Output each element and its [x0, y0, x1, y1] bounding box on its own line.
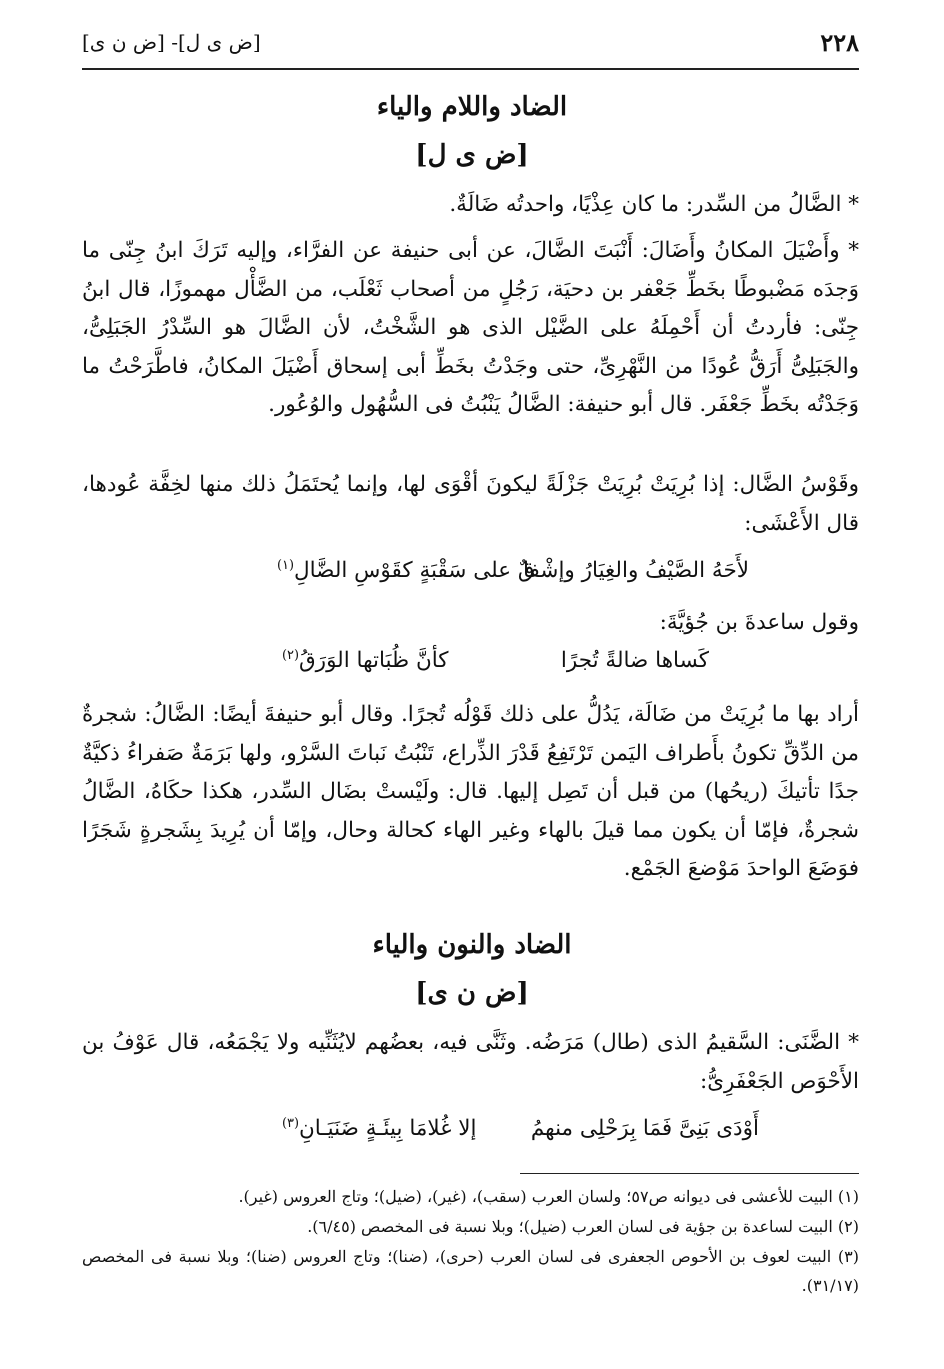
- verse-line-1: [82, 558, 859, 596]
- header-divider: [82, 68, 859, 70]
- entry-paragraph-6: * الضَّنَى: السَّقيمُ الذى (طال) مَرَضُه. وثَنَّى فيه، بعضُهم لايُثَنِّيه ولا يَجْمَعُه، قال عَوْفُ بن الأَحْوَص الجَعْفَرِىُّ:: [82, 1030, 859, 1094]
- footnote-marker: (٢): [282, 648, 299, 663]
- section-title-1: الضاد واللام والياء: [376, 92, 568, 122]
- entry-paragraph-5: أراد بها ما بُرِيَتْ من ضَالَة، يَدُلُّ على ذلك قَوْلُه تُجرًا. وقال أبو حنيفةَ أيضًا: الضَّالُ: شجرةٌ من الدِّقِّ تكونُ بأَطراف اليَمن تَرْتَفِعُ قَدْرَ الذِّراع، تَنْبُتُ نَباتَ السَّرْو، ولها بَرَمَةٌ صَفراءُ ذكيَّةٌ جدًا تأتيكَ (ريحُها) من قبل أن تَصِل إليها. قال: ولَيْستْ بضَال السِّدر، هكذا حكَاهُ، الضَّالُ شجرةٌ، فإمّا أن يكون مما قيلَ بالهاء وغير الهاء كحالة وحال، وإمّا أن يُرِيدَ بِشَجرةٍ شَجَرًا فوَضَعَ الواحدَ مَوْضعَ الجَمْع.: [82, 702, 859, 881]
- entry-paragraph-2: * وأَضْيَلَ المكانُ وأَضَالَ: أَنْبَتَ الضَّالَ، عن أبى حنيفة عن الفرَّاء، وإليه تَرَكَ ابنُ جِنّى ما وَجدَه مَضْبوطًا بخَطِّ جَعْفر بن دحيَة، رَجُلٍ من أصحاب ثَعْلَب، من الضَّأْل مهموزًا، قال ابنُ جِنّى: فأردتُ أن أَحْمِلَهُ على الضَّيْل الذى هو الشَّخْتُ، لأن الضَّالَ هو السِّدْرُ الجَبَلِىُّ، والجَبَلِىُّ أَرَقُّ عُودًا من النَّهْرِىِّ، حتى وجَدْتُ بخَطِّ أبى إسحاق أَضْيَلَ المكانُ، فاطَّرَحْتُ ما وَجَدْتُه بخَطِّ جَعْفَر. قال أبو حنيفة: الضَّالُ يَنْبُتُ فى السُّهُول والوُعُور.: [82, 238, 859, 417]
- footnote-marker: (١): [277, 558, 294, 573]
- verse-hemistich-first: أَوْدَى بَنِىَّ فَمَا بِرَحْلِى منهمُ: [530, 1116, 759, 1141]
- section-title-2: الضاد والنون والياء: [372, 930, 572, 960]
- verse-line-3: [82, 1116, 859, 1154]
- root-heading-1: [ض ى ل]: [415, 140, 529, 170]
- entry-paragraph-1: * الضَّالُ من السِّدر: ما كان عِذْيًا، واحدتُه ضَالَةٌ.: [449, 192, 859, 217]
- root-heading-2: [ض ن ى]: [415, 978, 529, 1008]
- verse-hemistich-first: لأَحَهُ الصَّيْفُ والغِيَارُ وإشْفا: [523, 558, 749, 583]
- verse-line-2: [82, 648, 859, 686]
- entry-paragraph-4: وقول ساعدةَ بن جُؤيَّةَ:: [659, 610, 859, 635]
- footnote-1: (١) البيت للأعشى فى ديوانه ص٥٧؛ ولسان العرب (سقب)، (غير)، (ضيل)؛ وتاج العروس (غير).: [238, 1187, 859, 1206]
- verse-hemistich-second: كأنَّ ظُبَاتها الوَرَقُ$^{(٢)}$: [282, 648, 449, 674]
- running-header: [ض ى ل]- [ض ن ى]: [82, 30, 261, 54]
- footnote-3: (٣) البيت لعوف بن الأحوص الجعفرى فى لسان العرب (حرى)، (ضنا)؛ وتاج العروس (ضنا)؛ وبلا نسبة فى المخصص (٣١/١٧).: [82, 1247, 860, 1295]
- verse-hemistich-first: كَساها ضالةً تُجرًا: [560, 648, 709, 673]
- footnote-divider: [520, 1173, 859, 1174]
- entry-paragraph-3: وقَوْسُ الضَّال: إذا بُرِيَتْ بُرِيَتْ جَزْلَةً ليكونَ أقْوَى لها، وإنما يُحتَمَلُ ذلك منها لخِفَّة عُودها، قال الأَعْشَى:: [82, 472, 859, 536]
- page-number: ٢٢٨: [820, 28, 859, 57]
- footnote-2: (٢) البيت لساعدة بن جؤية فى لسان العرب (ضيل)؛ وبلا نسبة فى المخصص (٦/٤٥).: [307, 1217, 859, 1236]
- footnote-marker: (٣): [282, 1116, 299, 1131]
- verse-hemistich-second: إلا غُلامَا بِيئَـةٍ ضَنَيَـانِ$^{(٣)}$: [282, 1116, 477, 1142]
- verse-hemistich-second: قٌ على سَقْبَةٍ كقَوْسِ الضَّالِ$^{(١)}$: [277, 558, 535, 584]
